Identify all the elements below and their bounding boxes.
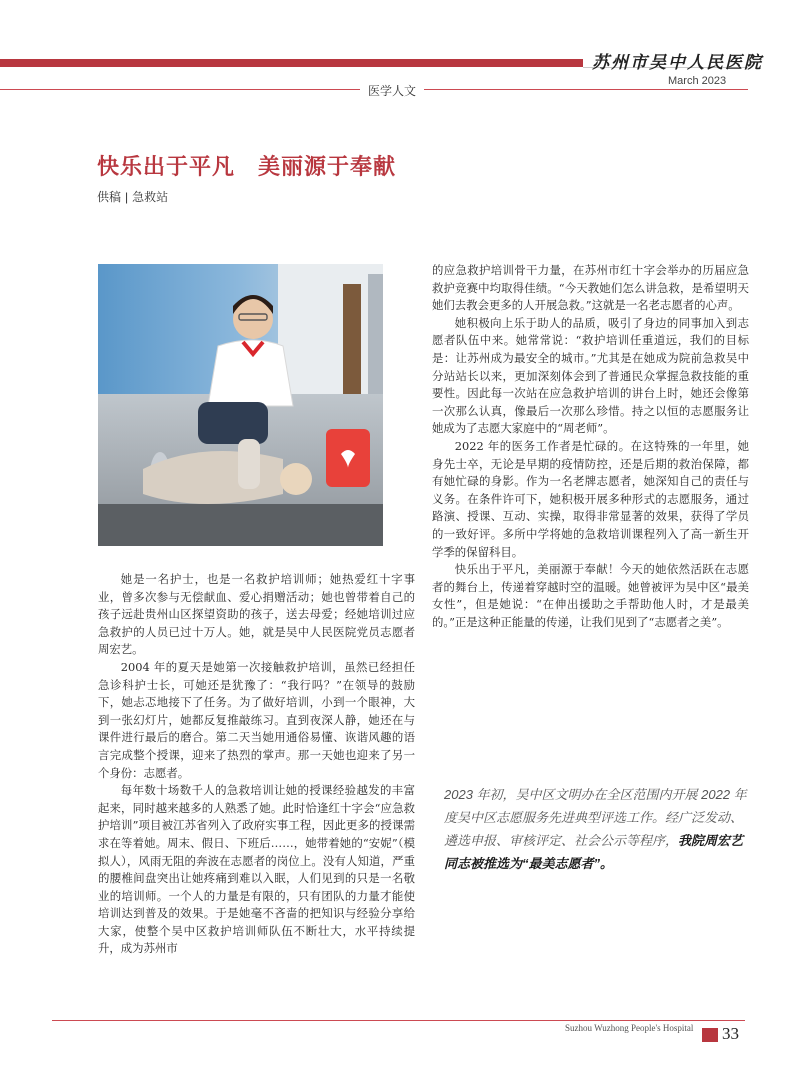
paragraph: 的应急救护培训骨干力量，在苏州市红十字会举办的历届应急救护竞赛中均取得佳绩。“今天教她们怎么讲急救，是希望明天她们去教会更多的人开展急救。”这就是一名老志愿者的心声。 — [432, 263, 749, 313]
byline-separator: | — [125, 190, 129, 204]
article-title: 快乐出于平凡 美丽源于奉献 — [97, 154, 397, 180]
paragraph: 2004 年的夏天是她第一次接触救护培训，虽然已经担任急诊科护士长，可她还是犹豫了：“我行吗？”在领导的鼓励下，她忐忑地接下了任务。为了做好培训，小到一个眼神，大到一张幻灯片，她都反复推敲练习。直到夜深人静，她还在与课件进行最后的磨合。第二天当她用通俗易懂、诙谐风趣的语言完成整个授课，迎来了热烈的掌声。那一天她也迎来了另一个身份：志愿者。 — [98, 659, 415, 780]
byline-label: 供稿 — [97, 190, 122, 204]
paragraph: 2022 年的医务工作者是忙碌的。在这特殊的一年里，她身先士卒，无论是早期的疫情防控，还是后期的救治保障，都有她忙碌的身影。作为一名老牌志愿者，她深知自己的责任与义务。在条件许可下，她积极开展多种形式的志愿服务，通过路演、授课、互动、实操，取得非常显著的效果，获得了学员的一致好评。多所中学将她的急救培训课程列入了高一新生开学季的保留科目。 — [432, 438, 749, 559]
page-number: 33 — [722, 1024, 739, 1043]
issue-date: March 2023 — [668, 75, 727, 87]
photo-manikin-head — [280, 463, 312, 495]
pull-quote-text: 2023 年初，吴中区文明办在全区范围内开展 2022 年度吴中区志愿服务先进典型评选工作。经广泛发动、遴选申报、审核评定、社会公示等程序， — [444, 787, 747, 848]
footer-divider — [52, 1020, 745, 1021]
photo-illustration — [98, 264, 383, 546]
pull-quote — [444, 783, 750, 875]
paragraph: 快乐出于平凡，美丽源于奉献！今天的她依然活跃在志愿者的舞台上，传递着穿越时空的温暖。她曾被评为吴中区“最美女性”，但是她说：“在伸出援助之手帮助他人时，才是最美的。”正是这种正能量的传递，让我们见到了“志愿者之美”。 — [432, 562, 749, 629]
photo-trainer-pants — [198, 402, 268, 444]
byline — [97, 188, 168, 205]
photo-trainer-arms — [238, 439, 260, 489]
pull-quote-highlight: 我院周宏艺同志被推选为“最美志愿者”。 — [444, 833, 744, 871]
header-accent-bar — [0, 59, 583, 67]
footer-hospital-name: Suzhou Wuzhong People's Hospital — [565, 1023, 694, 1033]
page-number-marker — [702, 1028, 718, 1042]
article-body-right — [432, 262, 749, 631]
photo-door — [343, 284, 361, 394]
article-photo — [98, 264, 383, 546]
paragraph: 她是一名护士，也是一名救护培训师；她热爱红十字事业，曾多次参与无偿献血、爱心捐赠活动；她也曾带着自己的孩子远赴贵州山区探望资助的孩子，送去母爱；经她培训过应急救护的人员已过十万人。她，就是吴中人民医院党员志愿者周宏艺。 — [98, 572, 415, 657]
photo-pillar — [368, 274, 383, 394]
hospital-name: 苏州市吴中人民医院 — [592, 53, 763, 73]
section-label: 医学人文 — [360, 82, 424, 99]
photo-bright-area — [278, 264, 383, 394]
paragraph: 每年数十场数千人的急救培训让她的授课经验越发的丰富起来，同时越来越多的人熟悉了她。此时恰逢红十字会“应急救护培训”项目被江苏省列入了政府实事工程，因此更多的授课需求在等着她。周末、假日、下班后……，她带着她的“安妮”（模拟人），风雨无阻的奔波在志愿者的岗位上。没有人知道，严重的腰椎间盘突出让她疼痛到难以入眠，人们见到的只是一名敬业的培训师。一个人的力量是有限的，只有团队的力量才能使培训达到普及的效果。于是她毫不吝啬的把知识与经验分享给大家，使整个吴中区救护培训师队伍不断壮大，水平持续提升，成为苏州市 — [98, 783, 415, 956]
paragraph: 她积极向上乐于助人的品质，吸引了身边的同事加入到志愿者队伍中来。她常常说：“救护培训任重道远，我们的目标是：让苏州成为最安全的城市。”尤其是在她成为院前急救吴中分站站长以来，更加深刻体会到了普通民众掌握急救技能的重要性。因此每一次站在应急救护培训的讲台上时，她还会像第一次那么认真，像最后一次那么珍惜。持之以恒的志愿服务让她成为了志愿大家庭中的“周老师”。 — [432, 315, 749, 436]
byline-source: 急救站 — [132, 190, 169, 204]
article-body-left — [98, 571, 415, 958]
photo-mat — [98, 504, 383, 546]
